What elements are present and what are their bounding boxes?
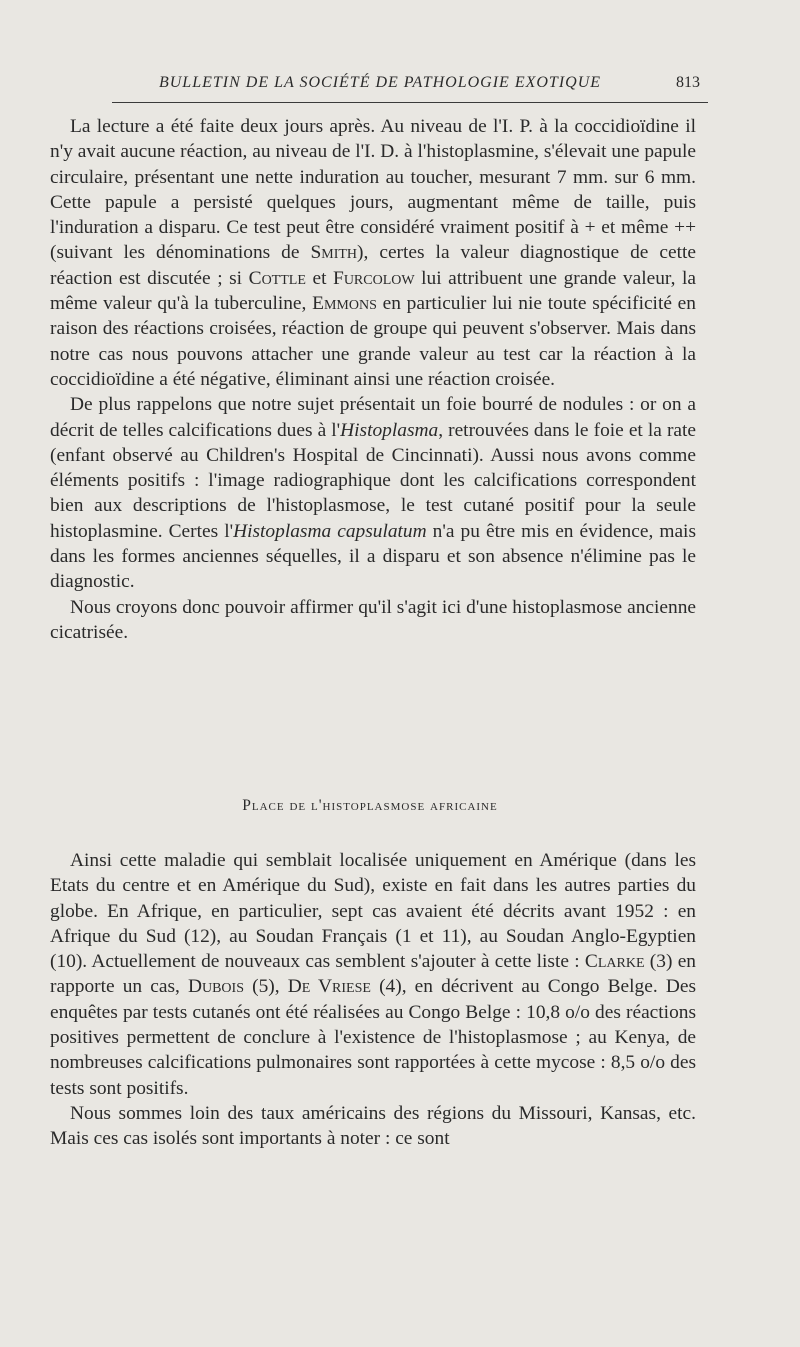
- body-text-bottom: [50, 848, 696, 1152]
- author-de-vriese: De Vriese: [287, 976, 371, 998]
- header-rule: [112, 102, 708, 103]
- section-heading: Place de l'histoplasmose africaine: [242, 797, 498, 814]
- author-smith: Smith: [310, 242, 358, 264]
- body-text-top: [50, 114, 696, 645]
- term-histoplasma-capsulatum: Histoplasma capsulatum: [233, 520, 427, 542]
- paragraph-africa: Ainsi cette maladie qui semblait localisée uniquement en Amérique (dans les Etats du centre et en Amérique du Sud), existe en fait dans les autres parties du globe. En Afrique, en particulier, sept cas avaient été décrits avant 1952 : en Afrique du Sud (12), au Soudan Français (1 et 11), au Soudan Anglo-Egyptien (10). Actuellement de nouveaux cas semblent s'ajouter à cette liste : Clarke (3) en rapporte un cas, Dubois (5), De Vriese (4), en décrivent au Congo Belge. Des enquêtes par tests cutanés ont été réalisées au Congo Belge : 10,8 o/o des réactions positives permettent de conclure à l'existence de l'histoplasmose ; au Kenya, de nombreuses calcifications pulmonaires sont rapportées à cette mycose : 8,5 o/o des tests sont positifs.: [50, 850, 696, 1099]
- paragraph-conclusion: Nous croyons donc pouvoir affirmer qu'il s'agit ici d'une histoplasmose ancienne cicatrisée.: [50, 596, 696, 643]
- page-number: 813: [676, 74, 700, 91]
- running-title: BULLETIN DE LA SOCIÉTÉ DE PATHOLOGIE EXOTIQUE: [158, 74, 602, 91]
- paragraph-american-rates: Nous sommes loin des taux américains des régions du Missouri, Kansas, etc. Mais ces cas isolés sont importants à noter : ce sont: [50, 1102, 696, 1150]
- paragraph-liver-nodules: De plus rappelons que notre sujet présentait un foie bourré de nodules : or on a décrit de telles calcifications dues à l'Histoplasma, retrouvées dans le foie et la rate (enfant observé au Children's Hospital de Cincinnati). Aussi nous avons comme éléments positifs : l'image radiographique dont les calcifications correspondent bien aux descriptions de l'histoplasmose, le test cutané positif pour la seule histoplasmine. Certes l'Histoplasma capsulatum n'a pu être mis en évidence, mais dans les formes anciennes séquelles, il a disparu et son absence n'élimine pas le diagnostic.: [50, 394, 696, 593]
- author-dubois: Dubois: [187, 976, 244, 998]
- paragraph-skin-test: La lecture a été faite deux jours après. Au niveau de l'I. P. à la coccidioïdine il n'y avait aucune réaction, au niveau de l'I. D. à l'histoplasmine, s'élevait une papule circulaire, présentant une nette induration au toucher, mesurant 7 mm. sur 6 mm. Cette papule a persisté quelques jours, augmentant même de taille, puis l'induration a disparu. Ce test peut être considéré vraiment positif à + et même ++ (suivant les dénominations de Smith), certes la valeur diagnostique de cette réaction est discutée ; si Cottle et Furcolow lui attribuent une grande valeur, la même valeur qu'à la tuberculine, Emmons en particulier lui nie toute spécificité en raison des réactions croisées, réaction de groupe qui peuvent s'observer. Mais dans notre cas nous pouvons attacher une grande valeur au test car la réaction à la coccidioïdine a été négative, éliminant ainsi une réaction croisée.: [50, 116, 696, 390]
- author-clarke: Clarke: [584, 951, 645, 973]
- running-header: [112, 74, 708, 104]
- term-histoplasma: Histoplasma: [340, 419, 439, 441]
- author-cottle: Cottle: [248, 267, 306, 289]
- author-furcolow: Furcolow: [333, 267, 415, 289]
- author-emmons: Emmons: [312, 293, 377, 315]
